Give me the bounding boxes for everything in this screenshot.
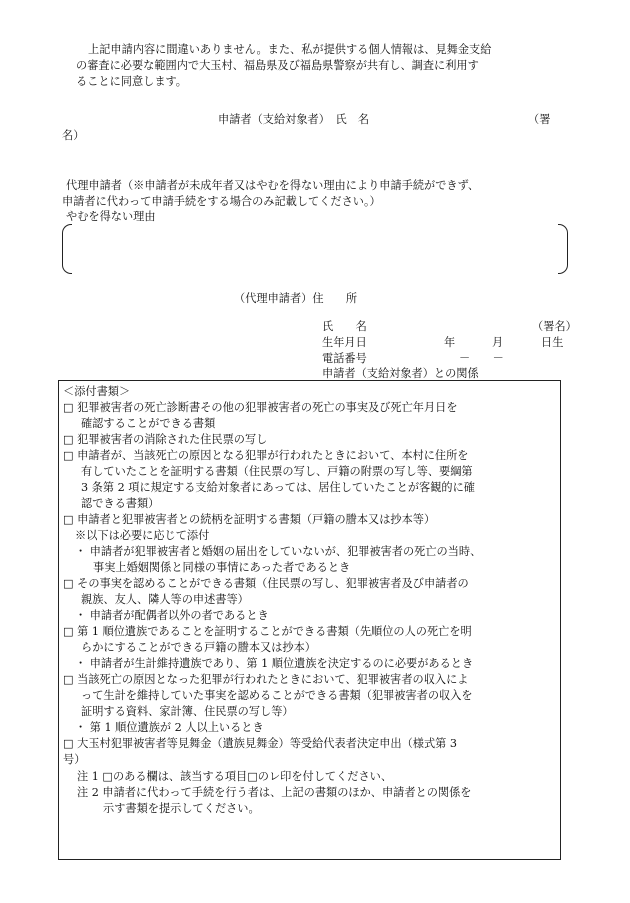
reason-label: やむを得ない理由 — [66, 210, 156, 223]
attachment-line: □ 当該死亡の原因となった犯罪が行われたときにおいて、犯罪被害者の収入によ — [63, 673, 469, 686]
right-bracket — [558, 224, 568, 274]
attachment-line: □ 第 1 順位遺族であることを証明することができる書類（先順位の人の死亡を明 — [63, 625, 472, 638]
attachment-line: □ 申請者が、当該死亡の原因となる犯罪が行われたときにおいて、本村に住所を — [63, 449, 469, 462]
attachment-line: □ その事実を認めることができる書類（住民票の写し、犯罪被害者及び申請者の — [63, 577, 469, 590]
proxy-relation-label: 申請者（支給対象者）との関係 — [322, 367, 479, 380]
left-bracket — [62, 224, 72, 274]
attachment-line: 確認することができる書類 — [81, 417, 216, 430]
proxy-address-label: （代理申請者）住 所 — [234, 292, 358, 305]
proxy-dob-label: 生年月日 — [322, 336, 367, 349]
proxy-dob-year: 年 — [444, 336, 456, 349]
attachment-line: 証明する資料、家計簿、住民票の写し等） — [81, 705, 294, 718]
proxy-dob-day: 日生 — [541, 336, 564, 349]
attachment-line: ・ 申請者が配偶者以外の者であるとき — [75, 609, 269, 622]
attachment-line: ・ 申請者が生計維持遺族であり、第 1 順位遺族を決定するのに必要があるとき — [75, 657, 474, 670]
attachment-line: ・ 第 1 順位遺族が 2 人以上いるとき — [75, 721, 264, 734]
proxy-dob-month: 月 — [492, 336, 504, 349]
attachment-line: らかにすることができる戸籍の謄本又は抄本） — [81, 641, 316, 654]
proxy-name-sign: （署名） — [532, 320, 577, 333]
attachments-box — [58, 380, 561, 860]
consent-line-1: 上記申請内容に間違いありません。また、私が提供する個人情報は、見舞金支給 — [88, 43, 492, 56]
applicant-name-label: 申請者（支給対象者） 氏 名 — [218, 113, 370, 126]
proxy-phone-label: 電話番号 — [322, 352, 367, 365]
attachment-line: 号） — [63, 753, 86, 766]
attachment-line: □ 犯罪被害者の死亡診断書その他の犯罪被害者の死亡の事実及び死亡年月日を — [63, 401, 458, 414]
proxy-heading-line-2: 申請者に代わって申請手続をする場合のみ記載してください。） — [62, 195, 381, 208]
attachment-line: □ 申請者と犯罪被害者との続柄を証明する書類（戸籍の謄本又は抄本等） — [63, 513, 436, 526]
proxy-heading-line-1: 代理申請者（※申請者が未成年者又はやむを得ない理由により申請手続ができず、 — [66, 179, 480, 192]
applicant-sign-open: （署 — [528, 113, 551, 126]
attachment-line: 事実上婚姻関係と同様の事情にあった者であるとき — [93, 561, 351, 574]
attachments-header: ＜添付書類＞ — [63, 385, 131, 398]
note-line: 示す書類を提示してください。 — [103, 802, 260, 815]
attachment-line: □ 犯罪被害者の消除された住民票の写し — [63, 433, 268, 446]
note-line: 注 2 申請者に代わって手続を行う者は、上記の書類のほか、申請者との関係を — [77, 786, 472, 799]
attachment-line: って生計を維持していた事実を認めることができる書類（犯罪被害者の収入を — [81, 689, 473, 702]
consent-line-3: ることに同意します。 — [76, 75, 187, 88]
applicant-sign-close: 名） — [62, 129, 85, 142]
attachment-line: ・ 申請者が犯罪被害者と婚姻の届出をしていないが、犯罪被害者の死亡の当時、 — [75, 545, 482, 558]
note-line: 注 1 □のある欄は、該当する項目□のレ印を付してください、 — [77, 770, 393, 783]
reason-input-area[interactable] — [62, 224, 568, 274]
attachment-line: ※以下は必要に応じて添付 — [75, 529, 210, 542]
attachment-line: 有していたことを証明する書類（住民票の写し、戸籍の附票の写し等、要綱第 — [81, 465, 473, 478]
consent-line-2: の審査に必要な範囲内で大玉村、福島県及び福島県警察が共有し、調査に利用す — [76, 59, 479, 72]
attachment-line: 親族、友人、隣人等の申述書等） — [81, 593, 249, 606]
proxy-name-label: 氏 名 — [322, 320, 367, 333]
attachment-line: 3 条第 2 項に規定する支給対象者にあっては、居住していたことが客観的に確 — [81, 481, 475, 494]
attachment-line: 認できる書類） — [81, 497, 160, 510]
proxy-phone-separator: － － — [459, 352, 504, 365]
attachment-line: □ 大玉村犯罪被害者等見舞金（遺族見舞金）等受給代表者決定申出（様式第 3 — [63, 737, 457, 750]
